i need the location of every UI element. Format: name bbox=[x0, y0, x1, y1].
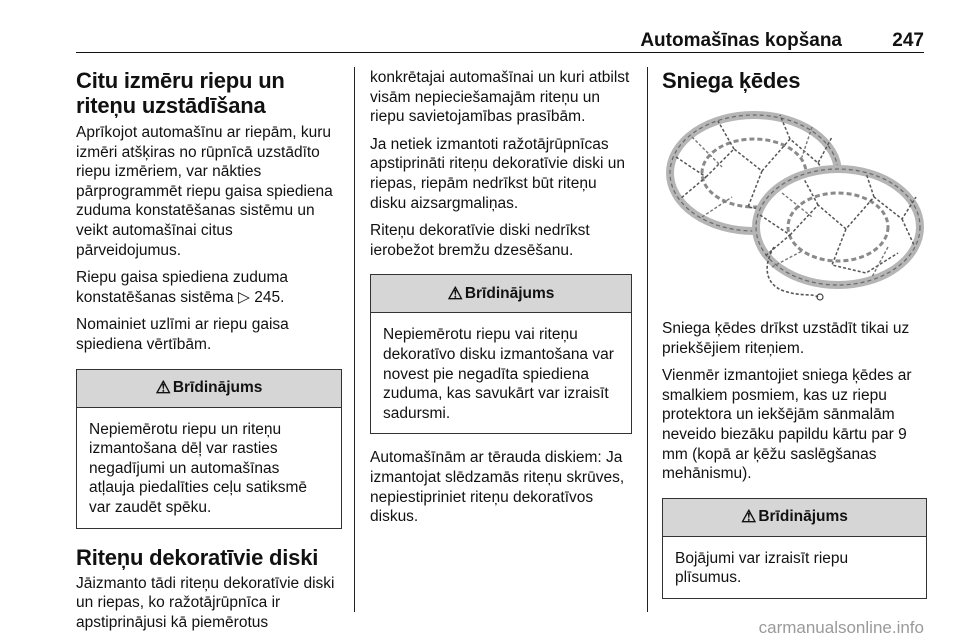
snow-chains-illustration bbox=[662, 97, 927, 305]
warning-title: Brīdinājums bbox=[758, 508, 848, 526]
warning-text: Nepiemērotu riepu un riteņu izmantošana dēļ var rasties negadījumi un automašīnas atļauja piedalīties ceļu satiksmē var zaudēt spēku. bbox=[89, 420, 307, 516]
section-heading-snow-chains: Sniega ķēdes bbox=[662, 68, 801, 93]
column-3 bbox=[662, 68, 927, 611]
paragraph-text: Riepu gaisa spiediena zuduma konstatēšanas sistēma bbox=[76, 269, 288, 306]
page-ref-arrow-icon: ▷ bbox=[237, 288, 250, 306]
warning-text: Nepiemērotu riepu vai riteņu dekoratīvo disku izmantošana var novest pie negadīta spiediena zuduma, kas savukārt var izraisīt sadursmi. bbox=[383, 326, 614, 422]
section-heading-tire-sizes: Citu izmēru riepu un riteņu uzstādīšana bbox=[76, 68, 285, 118]
warning-box bbox=[370, 274, 632, 434]
warning-box bbox=[662, 498, 927, 599]
warning-triangle-icon: ⚠ bbox=[447, 283, 463, 303]
warning-header bbox=[371, 275, 631, 313]
warning-triangle-icon: ⚠ bbox=[155, 378, 171, 398]
paragraph: Ja netiek izmantoti ražotājrūpnīcas apstiprināti riteņu dekoratīvie diski un riepas, riepām nedrīkst būt riteņu disku aizsargmaliņas. bbox=[370, 135, 626, 212]
warning-header bbox=[663, 499, 926, 537]
watermark: carmanualsonline.info bbox=[758, 618, 924, 637]
paragraph-crossref bbox=[76, 268, 342, 307]
warning-text: Bojājumi var izraisīt riepu plīsumus. bbox=[675, 549, 849, 587]
paragraph: Sniega ķēdes drīkst uzstādīt tikai uz priekšējiem riteņiem. bbox=[662, 320, 910, 357]
paragraph: Jāizmanto tādi riteņu dekoratīvie diski un riepas, ko ražotājrūpnīca ir apstiprinājusi kā piemērotus bbox=[76, 574, 335, 631]
paragraph: konkrētajai automašīnai un kuri atbilst visām nepieciešamajām riteņu un riepu savietojamības prasībām. bbox=[370, 69, 630, 126]
paragraph: Aprīkojot automašīnu ar riepām, kuru izmēri atšķiras no rūpnīcā uzstādīto riepu izmēriem, var nākties pārprogrammēt riepu gaisa spiediena zuduma konstatēšanas sistēmu un veikt automašīnai citus pārveidojumus. bbox=[76, 124, 333, 259]
column-1 bbox=[76, 68, 342, 640]
warning-title: Brīdinājums bbox=[172, 379, 263, 397]
page-number: 247 bbox=[892, 30, 924, 51]
page-ref-link[interactable]: 245. bbox=[254, 288, 285, 306]
column-divider-1 bbox=[354, 67, 355, 612]
warning-triangle-icon: ⚠ bbox=[741, 507, 757, 527]
page-header bbox=[0, 0, 960, 52]
column-divider-2 bbox=[647, 67, 648, 612]
header-title: Automašīnas kopšana bbox=[640, 30, 842, 51]
column-2 bbox=[370, 68, 632, 535]
warning-box bbox=[76, 369, 342, 529]
warning-title: Brīdinājums bbox=[464, 284, 555, 302]
section-heading-wheel-covers: Riteņu dekoratīvie diski bbox=[76, 544, 319, 570]
paragraph: Riteņu dekoratīvie diski nedrīkst ierobežot bremžu dzesēšanu. bbox=[370, 222, 590, 259]
warning-header bbox=[77, 370, 341, 408]
paragraph: Nomainiet uzlīmi ar riepu gaisa spiediena vērtībām. bbox=[76, 316, 289, 353]
header-rule bbox=[76, 52, 924, 53]
paragraph: Vienmēr izmantojiet sniega ķēdes ar smalkiem posmiem, kas uz riepu protektora un iekšējām sānmalām neveido biezāku papildu kārtu par 9 mm (kopā ar ķēžu saslēgšanas mehānismu). bbox=[662, 367, 912, 483]
paragraph: Automašīnām ar tērauda diskiem: Ja izmantojat slēdzamās riteņu skrūves, nepiestipriniet riteņu dekoratīvos diskus. bbox=[370, 449, 625, 526]
